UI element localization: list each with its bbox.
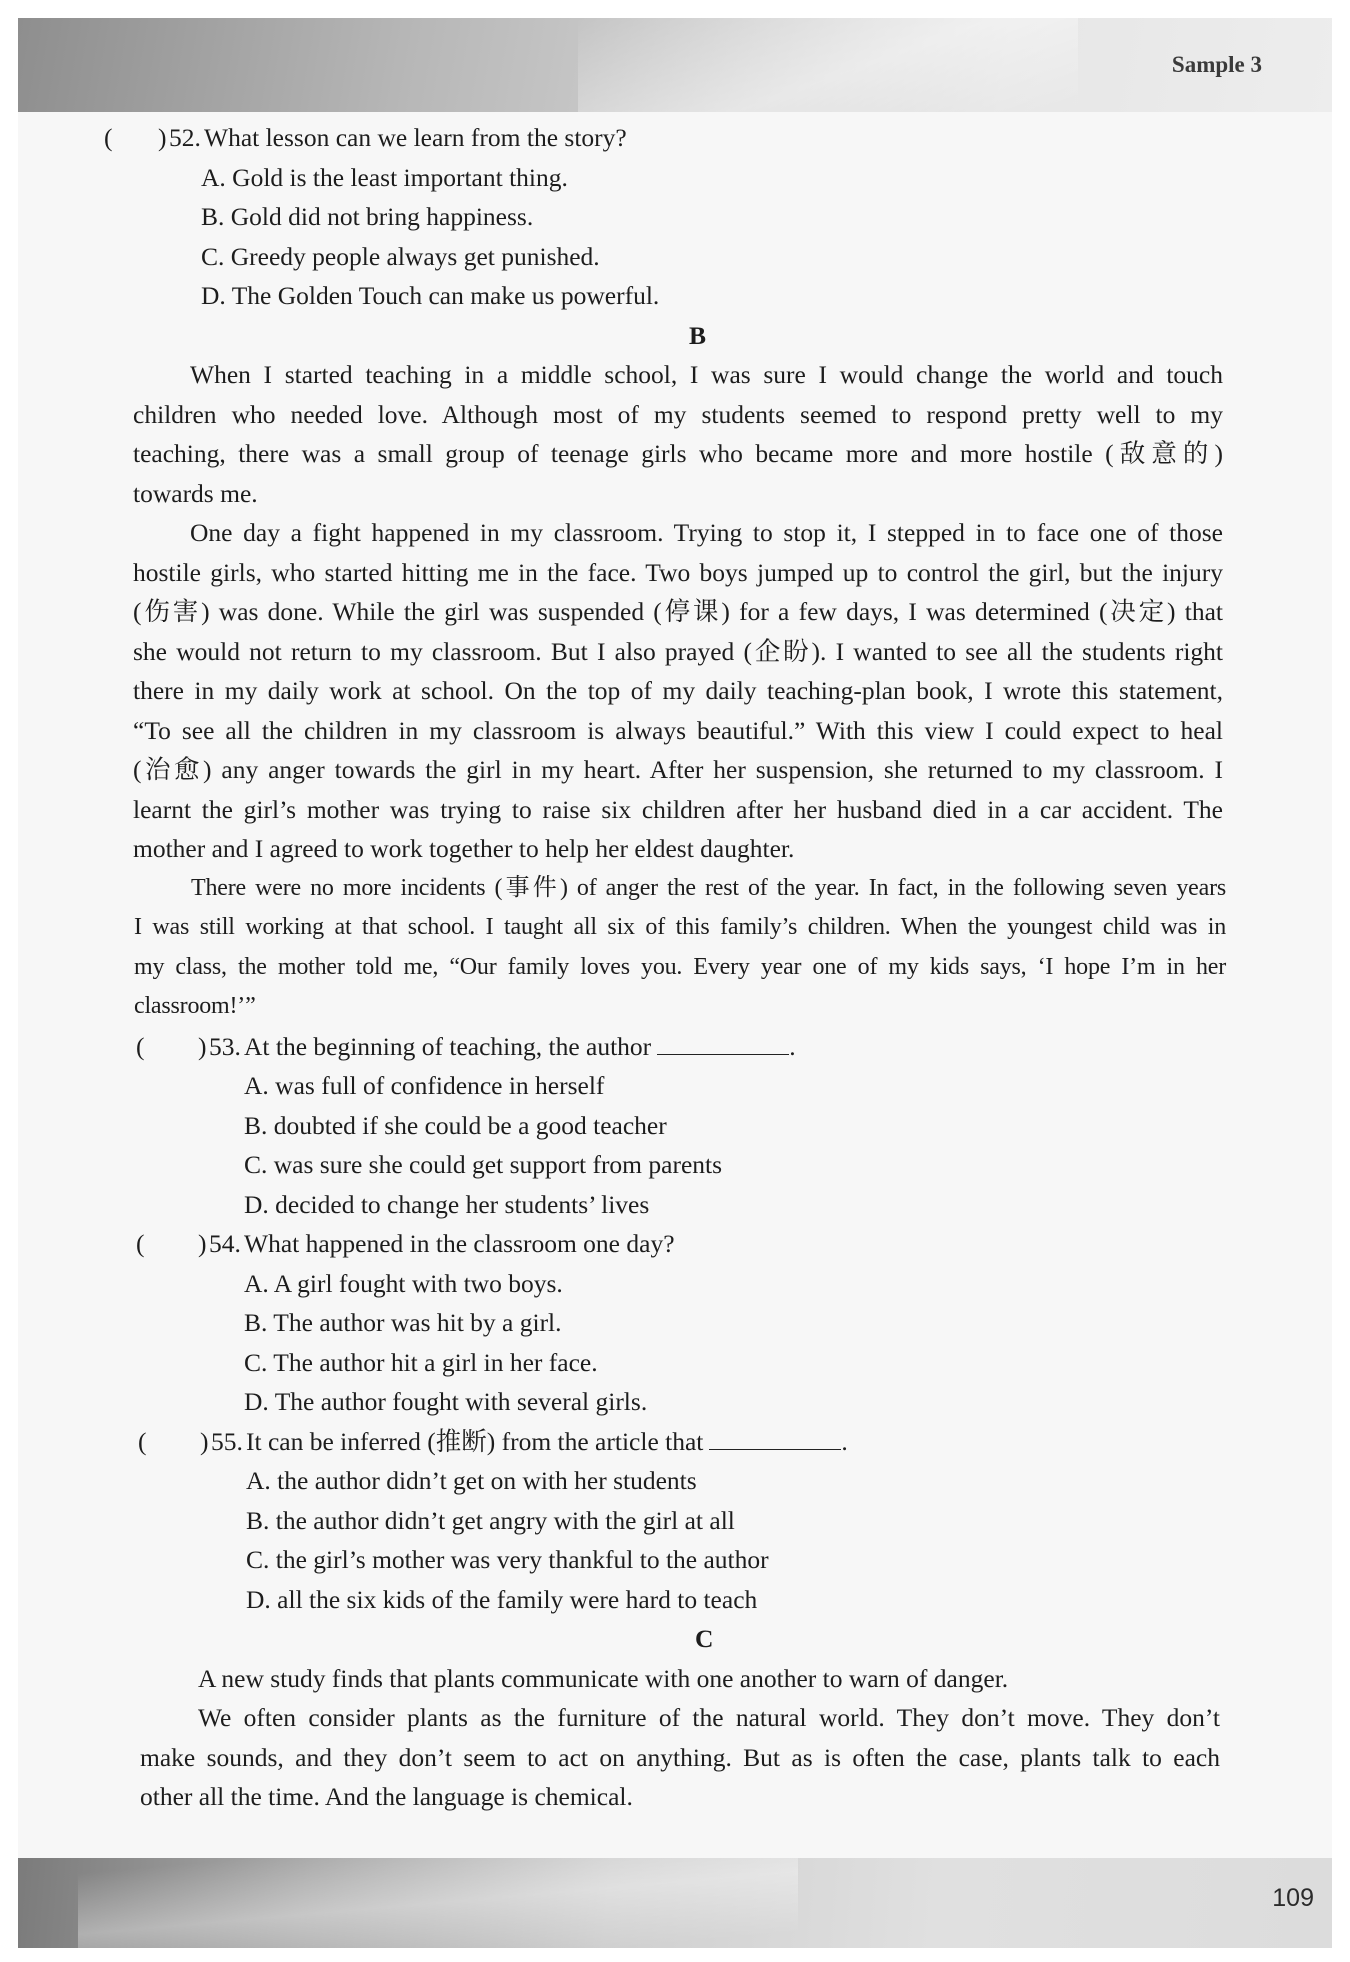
question-text <box>246 1422 848 1462</box>
paragraph-line: other all the time. And the language is chemical. <box>140 1782 633 1811</box>
paragraph-line: she would not return to my classroom. But I also prayed (企盼). I wanted to see all the students right <box>133 636 1223 666</box>
option: D. The Golden Touch can make us powerful. <box>201 281 660 310</box>
answer-paren-open: ( <box>136 1229 145 1258</box>
paragraph-line: (治愈) any anger towards the girl in my heart. After her suspension, she returned to my classroom. I <box>133 755 1223 784</box>
page-number: 109 <box>1272 1884 1314 1912</box>
paragraph-line: One day a fight happened in my classroom. Trying to stop it, I stepped in to face one of those <box>190 518 1223 547</box>
option: B. Gold did not bring happiness. <box>201 202 534 231</box>
paragraph-line: A new study finds that plants communicate with one another to warn of danger. <box>198 1663 1009 1693</box>
option: C. was sure she could get support from parents <box>244 1150 723 1179</box>
option: C. The author hit a girl in her face. <box>244 1347 598 1377</box>
question-text: What happened in the classroom one day? <box>244 1229 675 1258</box>
paragraph-line: learnt the girl’s mother was trying to raise six children after her husband died in a car accident. The <box>133 794 1223 824</box>
answer-paren-open: ( <box>136 1031 145 1061</box>
option: B. The author was hit by a girl. <box>244 1308 562 1337</box>
option: D. The author fought with several girls. <box>244 1387 648 1416</box>
answer-paren-open: ( <box>138 1426 147 1456</box>
question-number: 53. <box>209 1031 241 1061</box>
answer-blank <box>657 1030 789 1055</box>
option: C. the girl’s mother was very thankful to the author <box>246 1545 769 1574</box>
sample-label: Sample 3 <box>1171 52 1262 77</box>
page-content <box>104 118 1262 1817</box>
question-text: What lesson can we learn from the story? <box>204 123 627 152</box>
question-suffix: . <box>789 1031 796 1061</box>
answer-paren-close: ) <box>158 123 167 152</box>
paragraph-line: classroom!’” <box>134 993 256 1019</box>
paragraph-line: children who needed love. Although most of my students seemed to respond pretty well to my <box>133 399 1223 429</box>
paragraph-line: There were no more incidents (事件) of anger the rest of the year. In fact, in the following seven years <box>191 874 1226 901</box>
option: A. was full of confidence in herself <box>244 1071 605 1100</box>
paragraph-line: “To see all the children in my classroom is always beautiful.” With this view I could expect to heal <box>133 715 1223 745</box>
question-53 <box>112 1027 1262 1067</box>
paragraph <box>140 1698 1220 1817</box>
option: C. Greedy people always get punished. <box>201 241 600 271</box>
paragraph-line: make sounds, and they don’t seem to act on anything. But as is often the case, plants talk to each <box>140 1742 1220 1772</box>
paragraph-line: I was still working at that school. I taught all six of this family’s children. When the youngest child was in <box>134 914 1226 940</box>
paragraph-line: We often consider plants as the furniture of the natural world. They don’t move. They don’t <box>198 1703 1220 1732</box>
header-band <box>18 18 1332 112</box>
answer-paren-close: ) <box>198 1229 207 1258</box>
paragraph-line: (伤害) was done. While the girl was suspended (停课) for a few days, I was determined (决定) that <box>133 597 1223 626</box>
question-54 <box>112 1224 1262 1264</box>
question-suffix: . <box>841 1426 848 1456</box>
answer-paren-close: ) <box>198 1031 207 1061</box>
option: B. doubted if she could be a good teacher <box>244 1110 667 1140</box>
paragraph <box>133 355 1223 513</box>
question-number: 54. <box>209 1229 241 1258</box>
paragraph-line: my class, the mother told me, “Our family loves you. Every year one of my kids says, ‘I hope I’m in her <box>134 953 1226 980</box>
paragraph-line: When I started teaching in a middle school, I was sure I would change the world and touch <box>190 360 1223 389</box>
paragraph-line: towards me. <box>133 478 258 508</box>
option: D. decided to change her students’ lives <box>244 1189 650 1219</box>
option: B. the author didn’t get angry with the girl at all <box>246 1505 735 1535</box>
paragraph <box>140 1659 1220 1699</box>
question-55 <box>112 1422 1262 1462</box>
question-text <box>244 1027 796 1067</box>
paragraph-line: hostile girls, who started hitting me in the face. Two boys jumped up to control the girl, but the injury <box>133 557 1223 587</box>
paragraph-line: there in my daily work at school. On the top of my daily teaching-plan book, I wrote this statement, <box>133 676 1223 705</box>
footer-band <box>18 1858 1332 1948</box>
question-number: 52. <box>169 123 201 152</box>
question-stem: At the beginning of teaching, the author <box>244 1031 652 1061</box>
paragraph-line: teaching, there was a small group of teenage girls who became more and more hostile (敌意的) <box>133 439 1223 468</box>
paragraph-line: mother and I agreed to work together to help her eldest daughter. <box>133 834 795 863</box>
section-title-b: B <box>689 320 707 350</box>
question-number: 55. <box>211 1426 243 1456</box>
paragraph <box>134 869 1226 1027</box>
question-52 <box>104 118 1262 158</box>
paragraph <box>133 513 1223 869</box>
answer-paren-open: ( <box>104 123 113 152</box>
option: A. the author didn’t get on with her students <box>246 1466 697 1495</box>
option: A. Gold is the least important thing. <box>201 162 568 192</box>
question-stem: It can be inferred (推断) from the article that <box>246 1426 704 1456</box>
section-title-c: C <box>695 1624 714 1653</box>
option: D. all the six kids of the family were hard to teach <box>246 1584 758 1614</box>
answer-blank <box>709 1425 841 1450</box>
answer-paren-close: ) <box>200 1426 209 1456</box>
option: A. A girl fought with two boys. <box>244 1268 563 1298</box>
